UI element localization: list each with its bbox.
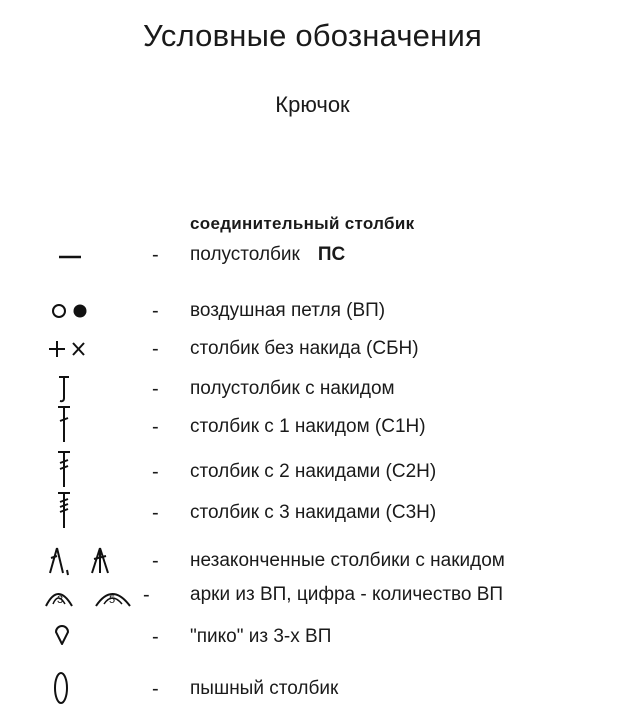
abbreviation-ps: ПС xyxy=(317,244,346,265)
legend-row xyxy=(0,455,625,489)
legend-row xyxy=(0,544,625,578)
unfinished-stitches-icon xyxy=(46,544,126,578)
separator-dash: - xyxy=(152,244,159,266)
arch-number: 3 xyxy=(57,594,64,606)
legend-label: столбик с 2 накидами (С2Н) xyxy=(190,461,437,482)
legend-row xyxy=(0,672,625,706)
legend-header: соединительный столбик xyxy=(190,214,415,233)
legend-label: незаконченные столбики с накидом xyxy=(190,550,505,571)
puff-stitch-icon xyxy=(52,672,72,706)
page-title: Условные обозначения xyxy=(143,18,482,53)
legend-label: "пико" из 3-х ВП xyxy=(190,626,332,647)
legend-label: воздушная петля (ВП) xyxy=(190,300,386,321)
treble-crochet-icon xyxy=(55,455,75,489)
double-crochet-icon xyxy=(55,410,75,444)
legend-label: столбик без накида (СБН) xyxy=(190,338,419,359)
double-treble-crochet-icon xyxy=(55,496,75,530)
chain-stitch-circles-icon xyxy=(50,294,100,328)
legend-row xyxy=(0,332,625,366)
legend-row xyxy=(0,238,625,272)
separator-dash: - xyxy=(143,584,150,606)
separator-dash: - xyxy=(152,338,159,360)
arch-number: 5 xyxy=(109,594,116,606)
legend-row xyxy=(0,620,625,654)
legend-row xyxy=(0,496,625,530)
legend-label: столбик с 1 накидом (С1Н) xyxy=(190,416,426,437)
separator-dash: - xyxy=(152,550,159,572)
half-double-crochet-icon xyxy=(55,372,75,406)
separator-dash: - xyxy=(152,416,159,438)
separator-dash: - xyxy=(152,461,159,483)
legend-label: столбик с 3 накидами (С3Н) xyxy=(190,502,437,523)
legend-label: полустолбик с накидом xyxy=(190,378,395,399)
slip-stitch-dash-icon xyxy=(58,238,82,272)
separator-dash: - xyxy=(152,626,159,648)
legend-row xyxy=(0,410,625,444)
separator-dash: - xyxy=(152,378,159,400)
picot-icon xyxy=(53,620,73,654)
single-crochet-plus-x-icon xyxy=(47,332,97,366)
legend-row xyxy=(0,372,625,406)
legend-row xyxy=(0,294,625,328)
separator-dash: - xyxy=(152,678,159,700)
legend-row xyxy=(0,578,625,612)
separator-dash: - xyxy=(152,502,159,524)
chain-arches-icon xyxy=(44,578,154,612)
legend-label: арки из ВП, цифра - количество ВП xyxy=(190,584,504,605)
legend-label: полустолбик ПС xyxy=(190,244,346,265)
page-subtitle: Крючок xyxy=(275,92,350,117)
legend-label: пышный столбик xyxy=(190,678,339,699)
separator-dash: - xyxy=(152,300,159,322)
